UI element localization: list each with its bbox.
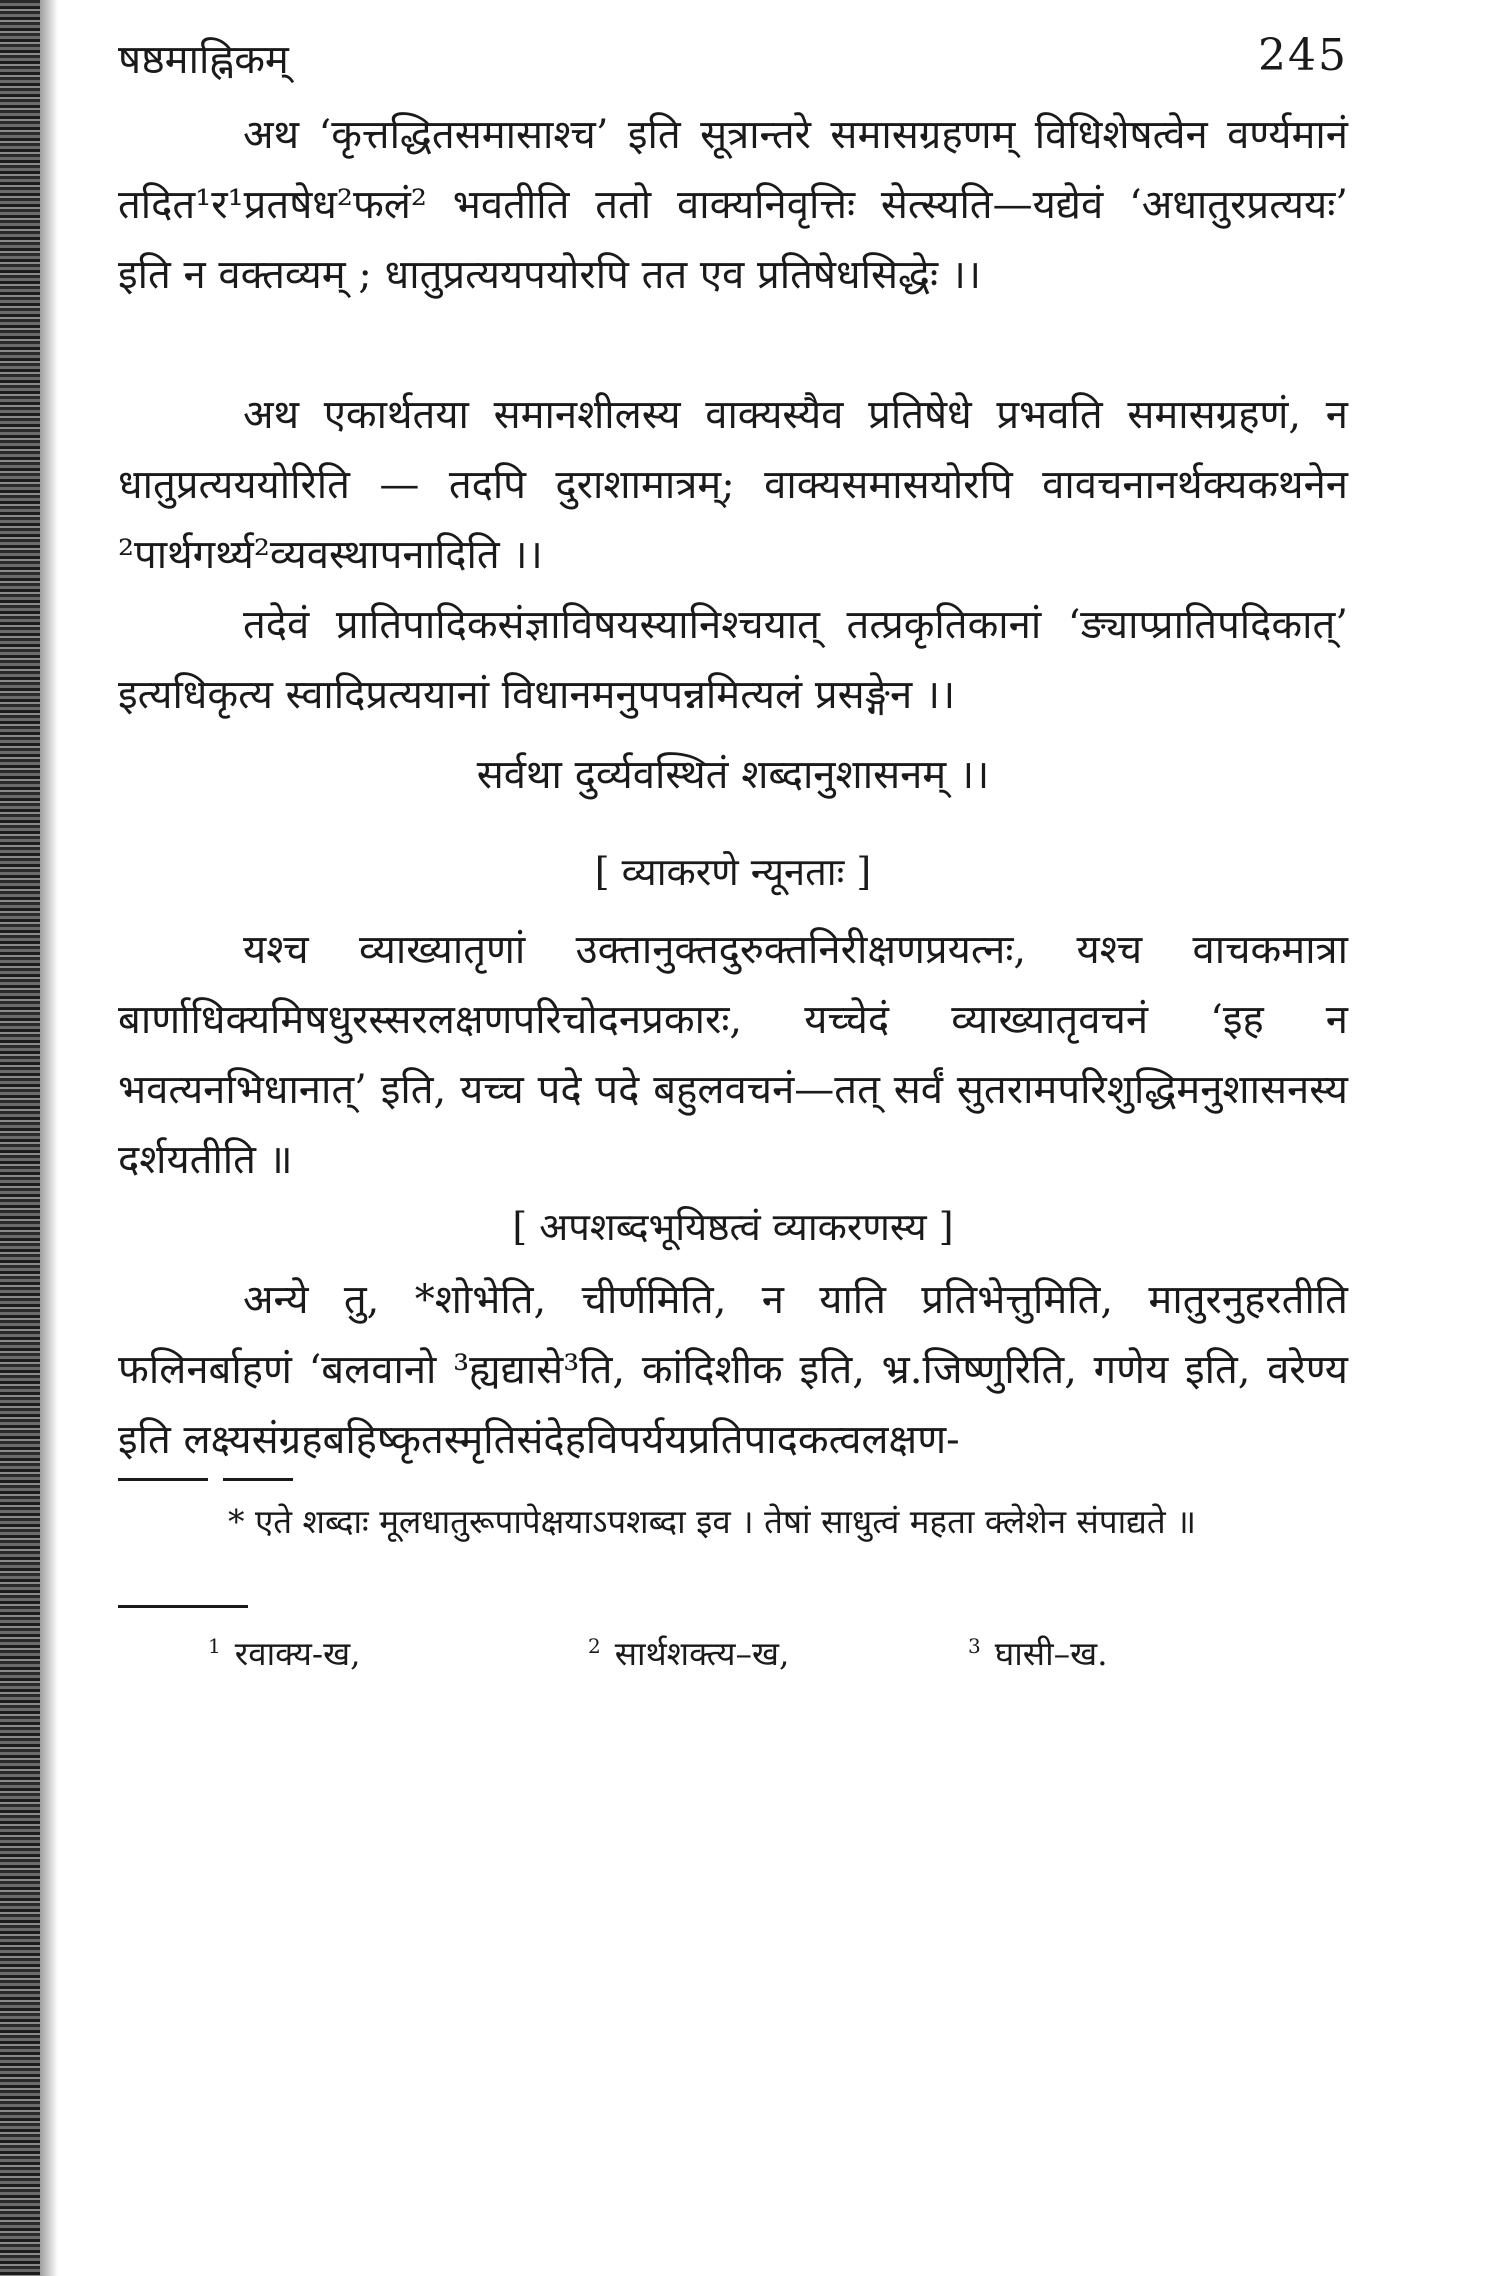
paragraph-4: सर्वथा दुर्व्यवस्थितं शब्दानुशासनम् ।। xyxy=(476,752,990,798)
section-heading-1: [ व्याकरणे न्यूनताः ] xyxy=(594,850,872,894)
variant-readings xyxy=(208,1630,1308,1680)
variant-2-mark: 2 xyxy=(588,1634,601,1658)
section-heading-2: [ अपशब्दभूयिष्ठत्वं व्याकरणस्य ] xyxy=(512,1205,954,1249)
book-spine-shadow xyxy=(0,0,40,2276)
variants-divider xyxy=(118,1605,248,1608)
book-page xyxy=(118,0,1368,2276)
paragraph-6: अन्ये तु, *शोभेति, चीर्णमिति, न याति प्रतिभेत्तुमिति, मातुरनुहरतीति फलिनर्बाहणं ‘बलवानो ³ह्यद्यासे³ति, कांदिशीक इति, भ्र.जिष्णुरिति, गणेय इति, वरेण्य इति लक्ष्यसंग्रहबहिष्कृतस्मृतिसंदेहविपर्ययप्रतिपादकत्वलक्षण- xyxy=(118,1277,1348,1463)
variant-3-mark: 3 xyxy=(968,1634,981,1658)
paragraph-1: अथ ‘कृत्तद्धितसमासाश्च’ इति सूत्रान्तरे समासग्रहणम् विधिशेषत्वेन वर्ण्यमानं तदित¹र¹प्रतषेध²फलं² भवतीति ततो वाक्यनिवृत्तिः सेत्स्यति—यद्येवं ‘अधातुरप्रत्ययः’ इति न वक्तव्यम् ; धातुप्रत्ययपयोरपि तत एव प्रतिषेधसिद्धेः ।। xyxy=(118,112,1348,298)
page-header xyxy=(118,30,1348,90)
footnote-divider-left xyxy=(118,1478,208,1481)
variant-3-text: घासी–ख. xyxy=(994,1634,1108,1673)
footnote-star: * एते शब्दाः मूलधातुरूपापेक्षयाऽपशब्दा इव । तेषां साधुत्वं महता क्लेशेन संपाद्यते ॥ xyxy=(228,1502,1196,1541)
variant-1 xyxy=(208,1630,361,1675)
spine-fade xyxy=(40,0,58,2276)
running-head: षष्ठमाह्निकम् xyxy=(118,37,289,83)
page-number: 245 xyxy=(1258,30,1348,81)
variant-1-text: रवाक्य-ख, xyxy=(234,1634,361,1673)
footnote-divider-right xyxy=(223,1478,293,1481)
paragraph-5: यश्च व्याख्यातृणां उक्तानुक्तदुरुक्तनिरीक्षणप्रयत्नः, यश्च वाचकमात्रा बार्णाधिक्यमिषधुरस्सरलक्षणपरिचोदनप्रकारः, यच्चेदं व्याख्यातृवचनं ‘इह न भवत्यनभिधानात्’ इति, यच्च पदे पदे बहुलवचनं—तत् सर्वं सुतरामपरिशुद्धिमनुशासनस्य दर्शयतीति ॥ xyxy=(118,927,1348,1183)
paragraph-3: तदेवं प्रातिपादिकसंज्ञाविषयस्यानिश्चयात् तत्प्रकृतिकानां ‘ङ्याप्प्रातिपदिकात्’ इत्यधिकृत्य स्वादिप्रत्ययानां विधानमनुपपन्नमित्यलं प्रसङ्गेन ।। xyxy=(118,602,1348,718)
variant-2 xyxy=(588,1630,790,1675)
variant-1-mark: 1 xyxy=(208,1634,221,1658)
variant-3 xyxy=(968,1630,1108,1675)
variant-2-text: सार्थशक्त्य–ख, xyxy=(614,1634,790,1673)
paragraph-2: अथ एकार्थतया समानशीलस्य वाक्यस्यैव प्रतिषेधे प्रभवति समासग्रहणं, न धातुप्रत्यययोरिति — तदपि दुराशामात्रम्; वाक्यसमासयोरपि वावचनानर्थक्यकथनेन ²पार्थगर्थ्य²व्यवस्थापनादिति ।। xyxy=(118,392,1348,578)
